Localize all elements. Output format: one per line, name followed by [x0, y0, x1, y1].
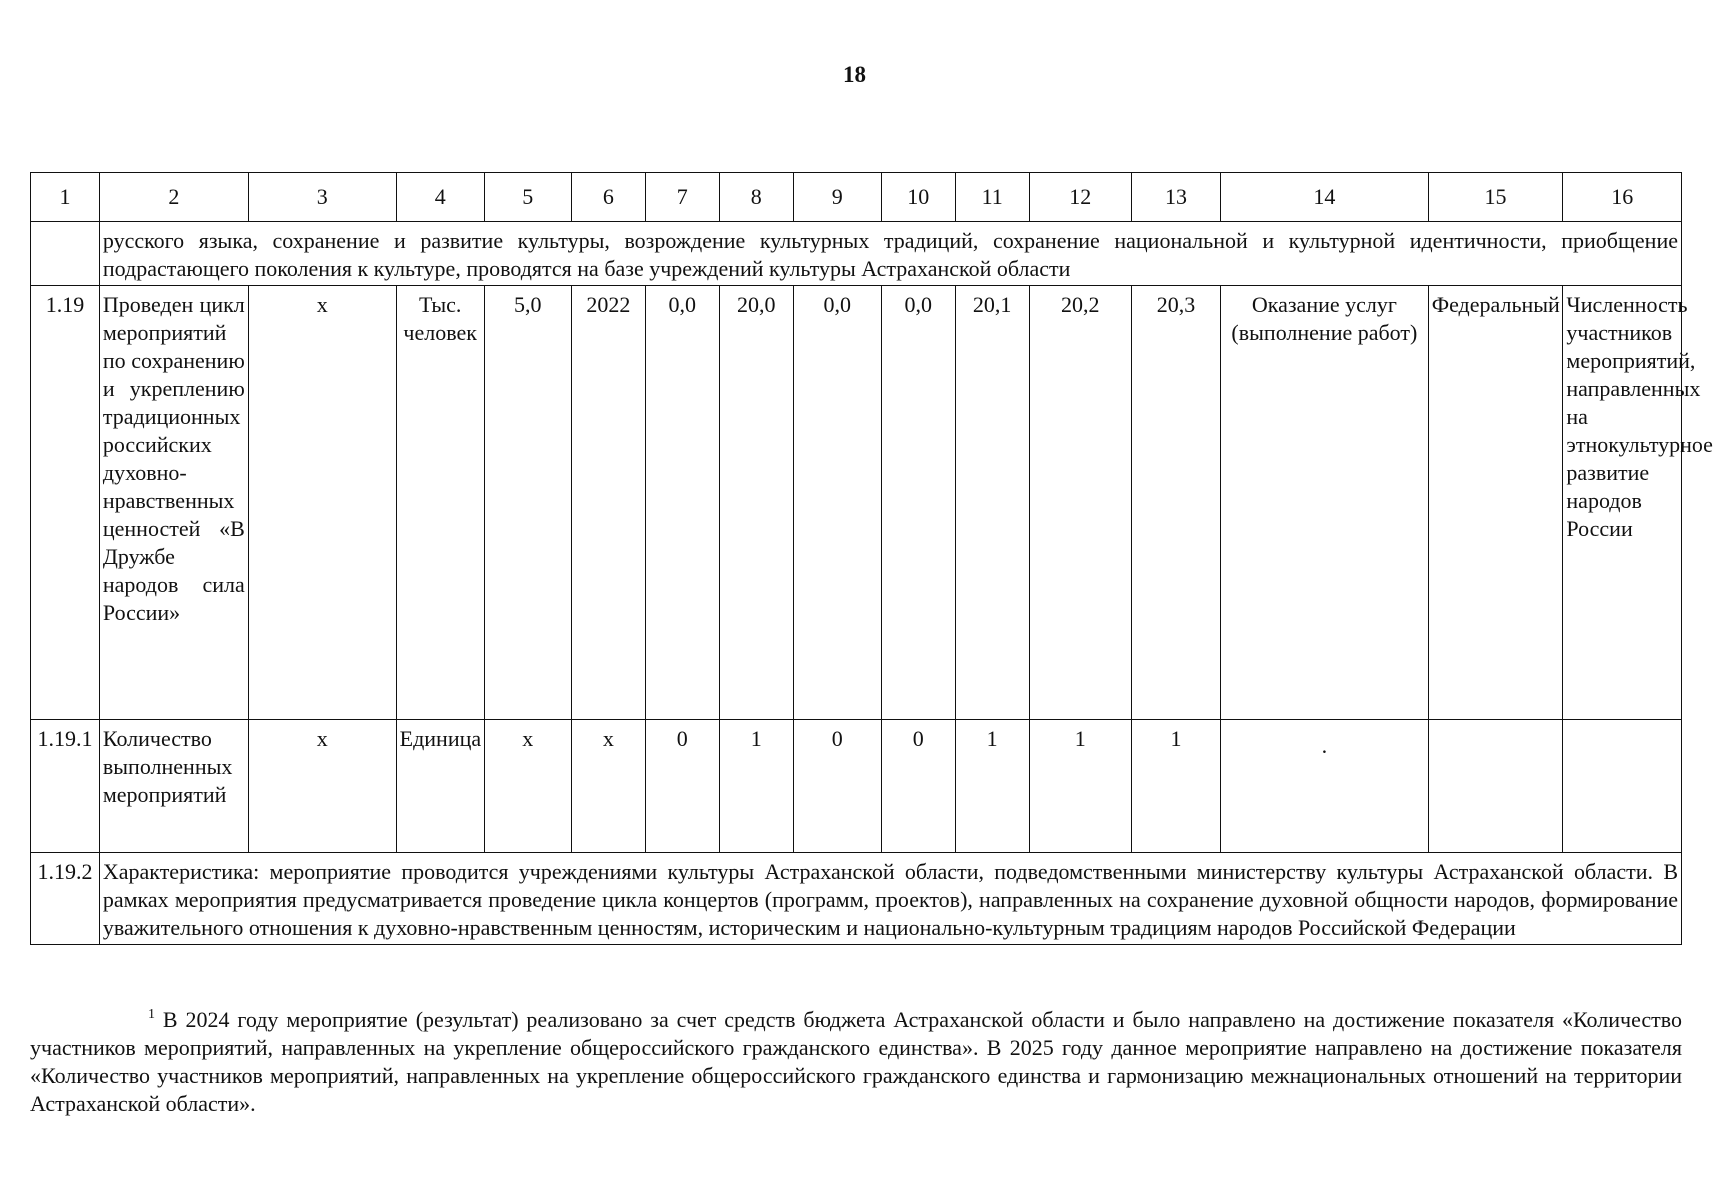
row-number: 1.19.1 — [31, 720, 100, 853]
footnote-marker: 1 — [148, 1007, 155, 1022]
table-row — [31, 853, 1682, 945]
program-table — [30, 172, 1713, 945]
cell-value: 1 — [719, 720, 793, 853]
row-number: 1.19 — [31, 286, 100, 720]
cell-value: · — [1221, 720, 1429, 853]
column-number: 9 — [793, 173, 881, 222]
cell-value: 0,0 — [881, 286, 955, 720]
cell-value: 20,0 — [719, 286, 793, 720]
table-row — [31, 286, 1682, 720]
cell-value: 1 — [1029, 720, 1131, 853]
cell-value: 1 — [1131, 720, 1220, 853]
footnote — [30, 1006, 1682, 1118]
column-number: 8 — [719, 173, 793, 222]
cell-value: x — [248, 720, 396, 853]
activity-name: Количество выполненных мероприятий — [99, 720, 248, 853]
cell-value — [1428, 720, 1563, 853]
cell-value: 20,2 — [1029, 286, 1131, 720]
column-number: 1 — [31, 173, 100, 222]
table-row — [31, 720, 1682, 853]
cell-value: 0,0 — [793, 286, 881, 720]
empty-cell — [31, 222, 100, 286]
column-number: 16 — [1563, 173, 1682, 222]
column-number: 7 — [645, 173, 719, 222]
column-number: 10 — [881, 173, 955, 222]
unit: Тыс. человек — [396, 286, 484, 720]
cell-value: 20,3 — [1131, 286, 1220, 720]
cell-value: 20,1 — [955, 286, 1029, 720]
row-number: 1.19.2 — [31, 853, 100, 945]
footnote-text: В 2024 году мероприятие (результат) реализовано за счет средств бюджета Астраханской области и было направлено на достижение показателя «Количество участников мероприятий, направленных на укрепление общероссийского гражданского единства». В 2025 году данное мероприятие направлено на достижение показателя «Количество участников мероприятий, направленных на укрепление общероссийского гражданского единства и гармонизацию межнациональных отношений на территории Астраханской области». — [30, 1007, 1683, 1116]
column-number: 15 — [1428, 173, 1563, 222]
level: Федеральный — [1428, 286, 1563, 720]
continuation-row — [31, 222, 1682, 286]
cell-value: 0,0 — [645, 286, 719, 720]
column-number: 11 — [955, 173, 1029, 222]
column-number: 14 — [1221, 173, 1429, 222]
unit: Единица — [396, 720, 484, 853]
column-number: 13 — [1131, 173, 1220, 222]
column-number: 6 — [571, 173, 645, 222]
cell-value — [1563, 720, 1682, 853]
cell-value: 1 — [955, 720, 1029, 853]
cell-value: 0 — [881, 720, 955, 853]
column-number: 4 — [396, 173, 484, 222]
continuation-text: русского языка, сохранение и развитие культуры, возрождение культурных традиций, сохранение национальной и культурной идентичности, приобщение подрастающего поколения к культуре, проводятся на базе учреждений культуры Астраханской области — [99, 222, 1681, 286]
cell-value: x — [484, 720, 571, 853]
cell-value: x — [248, 286, 396, 720]
cell-value: 0 — [645, 720, 719, 853]
cell-value: 0 — [793, 720, 881, 853]
cell-value: 5,0 — [484, 286, 571, 720]
cell-value: 2022 — [571, 286, 645, 720]
page-number: 18 — [843, 62, 866, 87]
activity-name: Проведен цикл мероприятий по сохранению и укреплению традиционных российских духовно-нравственных ценностей «В Дружбе народов сила России» — [99, 286, 248, 720]
result-type: Оказание услуг (выполнение работ) — [1221, 286, 1429, 720]
column-number-row — [31, 173, 1682, 222]
characteristic-text: Характеристика: мероприятие проводится учреждениями культуры Астраханской области, подведомственными министерству культуры Астраханской области. В рамках мероприятия предусматривается проведение цикла концертов (программ, проектов), направленных на сохранение духовной общности народов, формирование уважительного отношения к духовно-нравственным ценностям, историческим и национально-культурным традициям народов Российской Федерации — [99, 853, 1681, 945]
indicator: Численность участников мероприятий, направленных на этнокультурное развитие народов России — [1563, 286, 1682, 720]
column-number: 2 — [99, 173, 248, 222]
column-number: 3 — [248, 173, 396, 222]
column-number: 5 — [484, 173, 571, 222]
cell-value: x — [571, 720, 645, 853]
column-number: 12 — [1029, 173, 1131, 222]
